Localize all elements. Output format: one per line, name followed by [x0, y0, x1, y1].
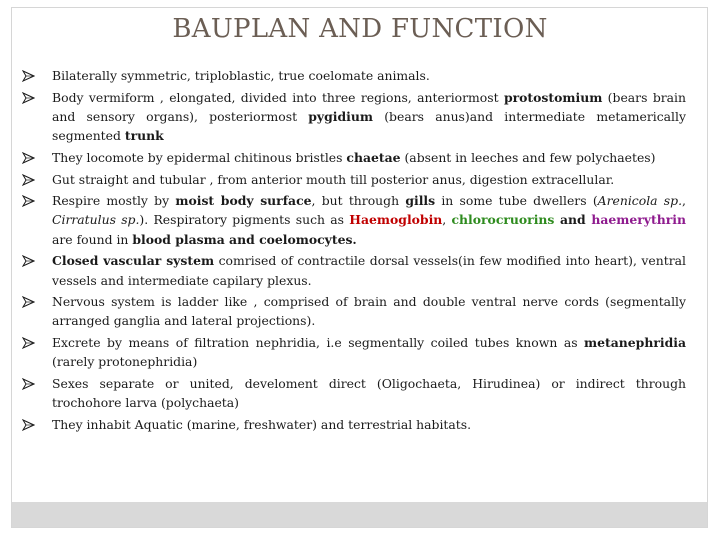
- term-blood-plasma: blood plasma and coelomocytes.: [132, 231, 357, 247]
- arrow-bullet-icon: [22, 374, 40, 393]
- term-haemerythrin: haemerythrin: [591, 212, 686, 228]
- term-moist-body-surface: moist body surface: [175, 193, 312, 209]
- bullet-item: They inhabit Aquatic (marine, freshwater) and terrestrial habitats.: [22, 415, 686, 434]
- term-chaetae: chaetae: [346, 149, 401, 165]
- slide-title: BAUPLAN AND FUNCTION: [172, 14, 548, 44]
- term-metanephridia: metanephridia: [584, 335, 686, 351]
- bullet-item: Sexes separate or united, develoment direct (Oligochaeta, Hirudinea) or indirect through trochohore larva (polychaeta): [22, 374, 686, 412]
- bullet-item: Closed vascular system comrised of contractile dorsal vessels(in few modified into heart), ventral vessels and intermediate capilary plexus.: [22, 251, 686, 289]
- arrow-bullet-icon: [22, 333, 40, 352]
- arrow-bullet-icon: [22, 66, 40, 85]
- bullet-item: Respire mostly by moist body surface, but through gills in some tube dwellers (Arenicola sp., Cirratulus sp.). Respiratory pigments such as Haemoglobin, chlorocruorins and haemerythrin are found in blood plasma and coelomocytes.: [22, 191, 686, 249]
- arrow-bullet-icon: [22, 251, 40, 270]
- species-cirratulus: Cirratulus sp.: [52, 212, 140, 228]
- term-chlorocruorins: chlorocruorins: [451, 212, 555, 228]
- species-arenicola: Arenicola sp.: [597, 193, 683, 209]
- bullet-item: Body vermiform , elongated, divided into three regions, anteriormost protostomium (bears brain and sensory organs), posteriormost pygidium (bears anus)and intermediate metamerically segmented trunk: [22, 88, 686, 146]
- arrow-bullet-icon: [22, 415, 40, 434]
- arrow-bullet-icon: [22, 191, 40, 210]
- term-closed-vascular-system: Closed vascular system: [52, 253, 215, 269]
- term-pygidium: pygidium: [308, 108, 373, 124]
- bullet-item: Bilaterally symmetric, triploblastic, true coelomate animals.: [22, 66, 686, 85]
- term-protostomium: protostomium: [503, 89, 603, 105]
- bullet-item: They locomote by epidermal chitinous bristles chaetae (absent in leeches and few polychaetes): [22, 148, 686, 167]
- arrow-bullet-icon: [22, 170, 40, 189]
- bullet-item: Nervous system is ladder like , comprised of brain and double ventral nerve cords (segmentally arranged ganglia and lateral projections).: [22, 292, 686, 330]
- term-haemoglobin: Haemoglobin: [349, 212, 443, 228]
- footer-band: [12, 502, 707, 527]
- arrow-bullet-icon: [22, 292, 40, 311]
- bullet-list: [22, 66, 686, 437]
- arrow-bullet-icon: [22, 88, 40, 107]
- bullet-item: Excrete by means of filtration nephridia, i.e segmentally coiled tubes known as metanephridia (rarely protonephridia): [22, 333, 686, 371]
- arrow-bullet-icon: [22, 148, 40, 167]
- term-trunk: trunk: [124, 128, 164, 144]
- term-gills: gills: [405, 193, 436, 209]
- bullet-item: Gut straight and tubular , from anterior mouth till posterior anus, digestion extracellular.: [22, 170, 686, 189]
